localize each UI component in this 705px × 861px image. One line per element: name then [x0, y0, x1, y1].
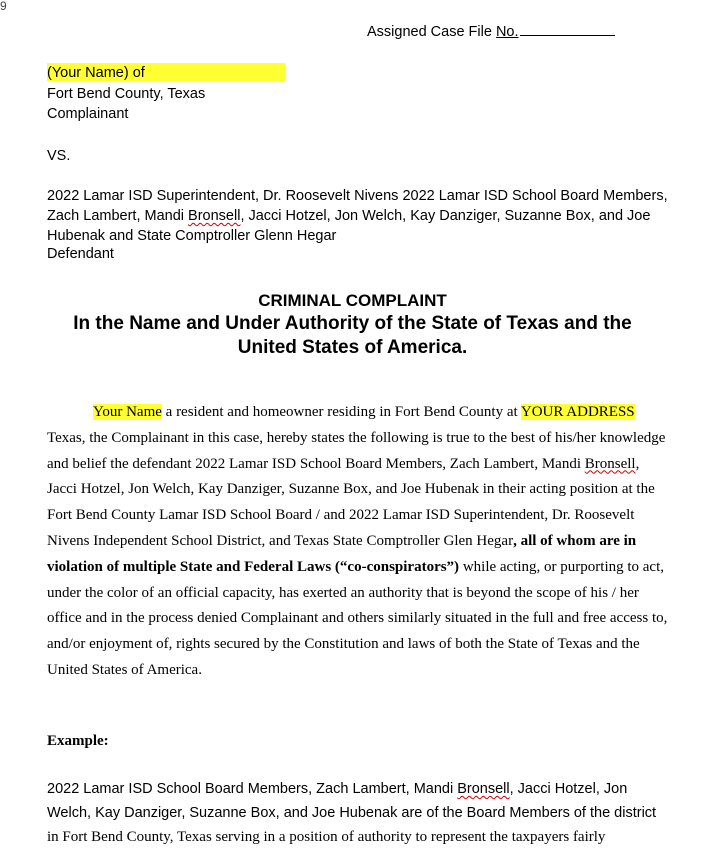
example-heading: Example:	[47, 733, 109, 749]
case-file-no-label: No.	[495, 24, 519, 40]
defendants-line-2-c: , Jacci Hotzel, Jon Welch, Kay Danziger, Suzanne Box, and Joe	[240, 208, 651, 224]
complainant-county: Fort Bend County, Texas	[47, 86, 206, 102]
example-line-3: in Fort Bend County, Texas serving in a position of authority to represent the taxpayers fairly	[47, 829, 606, 845]
defendants-line-1: 2022 Lamar ISD Superintendent, Dr. Roosevelt Nivens 2022 Lamar ISD School Board Members,	[47, 188, 668, 204]
complaint-body-paragraph	[47, 400, 671, 684]
body-text-3: , Jacci Hotzel, Jon Welch, Kay Danziger, Suzanne Box, and Joe Hubenak in their acting position at the Fort Bend County Lamar ISD School Board / and 2022 Lamar ISD Superintendent, Dr. Roosevelt Nivens Independent School District, and Texas State Comptroller Glen Hegar	[47, 455, 655, 549]
body-text-1: a resident and homeowner residing in Fort Bend County at	[161, 404, 521, 420]
versus-label: VS.	[47, 148, 71, 164]
body-text-4: while acting, or purporting to act, under the color of an official capacity, has exerted an authority that is beyond the scope of his / her office and in the process denied Complainant and others similarly situated in the full and free access to, and/or enjoyment of, rights secured by the Constitution and laws of both the State of Texas and the United States of America.	[47, 558, 668, 678]
defendants-list	[47, 186, 687, 246]
defendants-line-2	[47, 206, 687, 226]
your-name-placeholder: Your Name	[93, 404, 162, 420]
case-file-label: Assigned Case File	[367, 24, 496, 40]
body-text-2: Texas, the Complainant in this case, hereby states the following is true to the best of his/her knowledge and belief the defendant 2022 Lamar ISD School Board Members, Zach Lambert, Mandi	[47, 429, 666, 472]
title-subtitle-line-2: United States of America.	[237, 337, 468, 358]
title-subtitle	[0, 312, 705, 360]
example-paragraph	[47, 777, 677, 849]
defendants-line-3: Hubenak and State Comptroller Glenn Hegar	[47, 228, 337, 244]
example-line-1	[47, 777, 677, 801]
complaint-title	[0, 290, 705, 360]
corner-page-mark: 9	[0, 0, 7, 13]
example-line-2: Welch, Kay Danziger, Suzanne Box, and Joe Hubenak are of the Board Members of the district	[47, 805, 657, 821]
your-address-placeholder: YOUR ADDRESS	[520, 404, 635, 420]
complainant-name-placeholder: (Your Name) of	[47, 63, 285, 81]
title-subtitle-line-1: In the Name and Under Authority of the State of Texas and the	[73, 313, 632, 334]
case-file-number	[367, 21, 615, 42]
body-bold-text: , all of whom are in violation of multiple State and Federal Laws (“co-conspirators”)	[47, 532, 637, 575]
misspelled-word: Bronsell	[457, 781, 510, 797]
defendant-role: Defendant	[47, 246, 114, 262]
complainant-role: Complainant	[47, 106, 129, 122]
title-main: CRIMINAL COMPLAINT	[258, 291, 447, 310]
misspelled-word: Bronsell	[584, 455, 636, 472]
example-line-1-c: , Jacci Hotzel, Jon	[509, 781, 628, 797]
example-line-1-a: 2022 Lamar ISD School Board Members, Zach Lambert, Mandi	[47, 781, 458, 797]
defendants-line-2-a: Zach Lambert, Mandi	[47, 208, 189, 224]
case-number-blank[interactable]	[520, 21, 615, 36]
misspelled-word: Bronsell	[188, 208, 241, 224]
